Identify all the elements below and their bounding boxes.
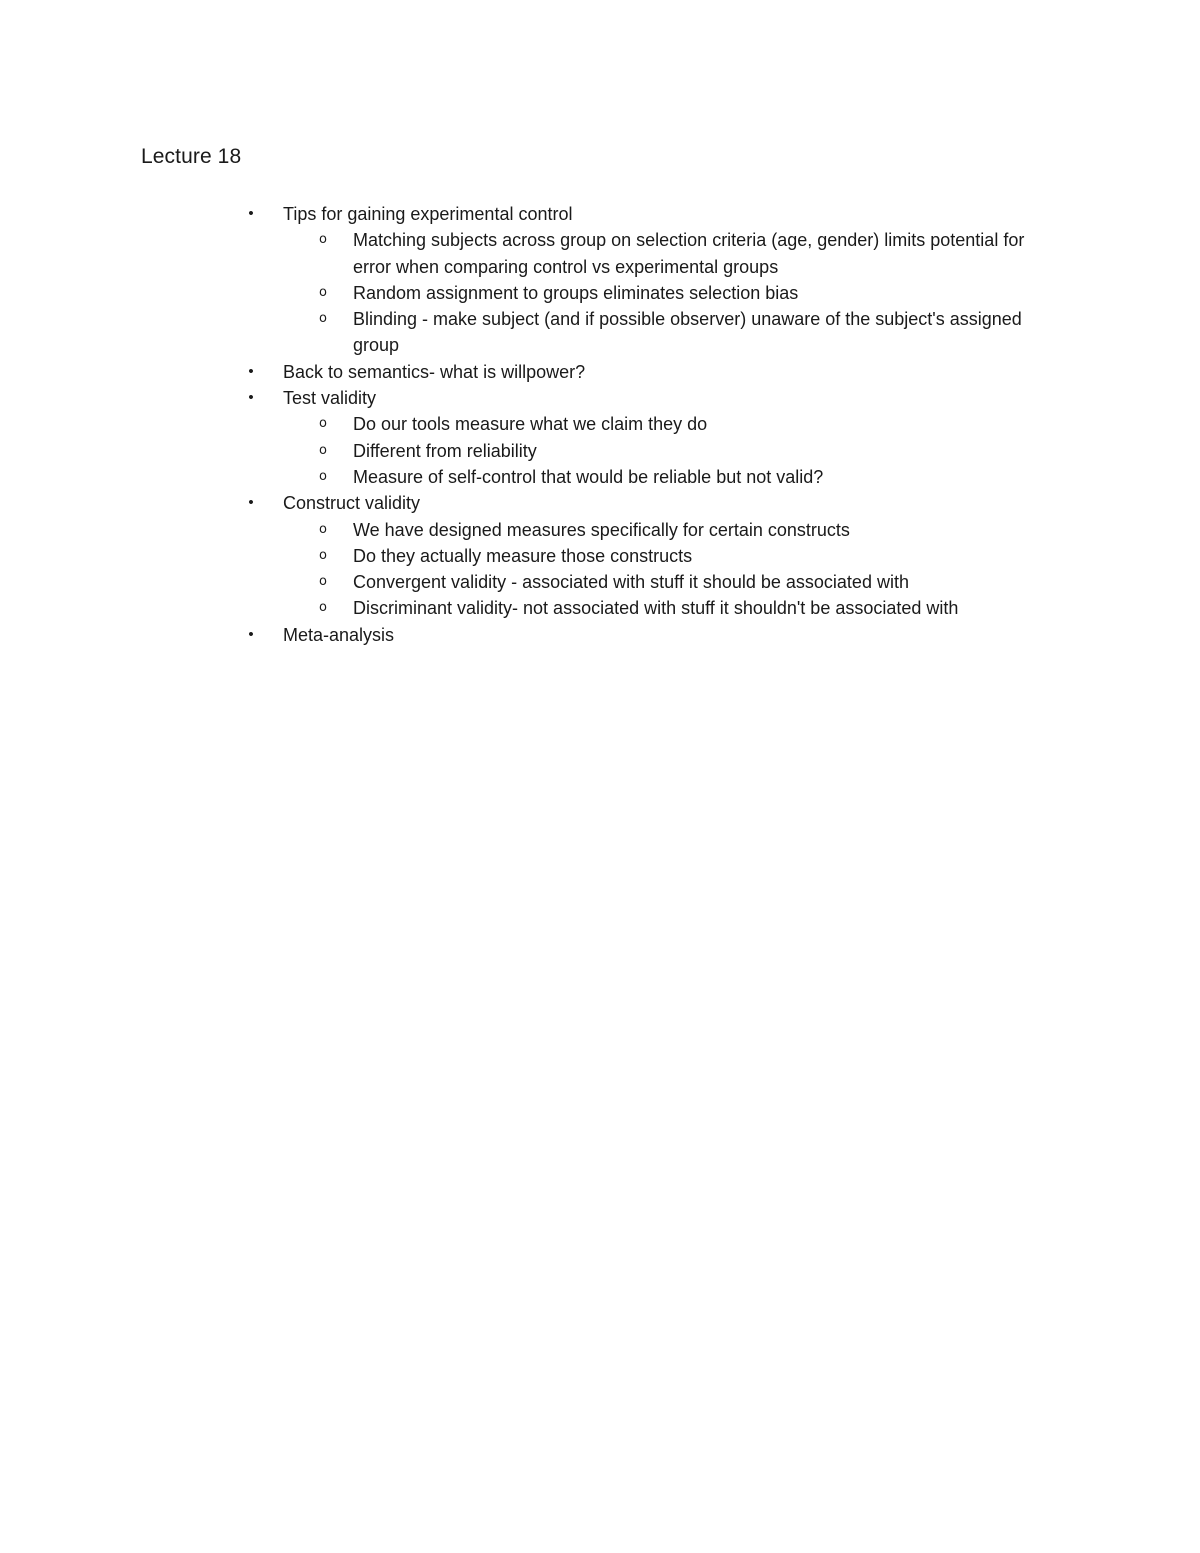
list-item-text: Meta-analysis — [283, 624, 395, 645]
sub-list-item-text: Do our tools measure what we claim they do — [353, 414, 708, 435]
sub-list-item-text: Measure of self-control that would be reliable but not valid? — [353, 466, 824, 487]
sub-list-item-text: Convergent validity - associated with stuff it should be associated with — [353, 572, 909, 593]
sub-list-item-text: Do they actually measure those constructs — [353, 545, 693, 566]
sub-list — [283, 411, 1200, 490]
sub-bullet-icon: o — [319, 547, 327, 563]
sub-list-item — [283, 411, 1053, 437]
sub-bullet-icon: o — [319, 232, 327, 248]
sub-list — [283, 517, 1200, 622]
sub-list-item — [283, 595, 1053, 621]
sub-list-item-text: Blinding - make subject (and if possible observer) unaware of the subject's assigned group — [353, 309, 1022, 356]
sub-list-item-text: We have designed measures specifically for certain constructs — [353, 519, 850, 540]
bullet-icon: • — [248, 362, 254, 380]
sub-list-item-text: Matching subjects across group on selection criteria (age, gender) limits potential for error when comparing control vs experimental groups — [353, 230, 1025, 277]
sub-list-item-text: Discriminant validity- not associated with stuff it shouldn't be associated with — [353, 598, 959, 619]
sub-list-item-text: Different from reliability — [353, 440, 537, 461]
sub-list-item — [283, 306, 1053, 359]
bullet-icon: • — [248, 625, 254, 643]
sub-bullet-icon: o — [319, 311, 327, 327]
sub-list-item-text: Random assignment to groups eliminates selection bias — [353, 282, 799, 303]
list-item — [0, 490, 1200, 621]
list-item — [0, 385, 1200, 490]
list-item — [0, 622, 1200, 648]
bullet-icon: • — [248, 205, 254, 222]
page-title: Lecture 18 — [141, 145, 242, 168]
sub-list-item — [283, 227, 1053, 280]
list-item-text: Back to semantics- what is willpower? — [283, 361, 586, 382]
list-item — [0, 359, 1200, 385]
list-item-text: Construct validity — [283, 493, 421, 514]
sub-list-item — [283, 543, 1053, 569]
bullet-list — [0, 201, 1200, 648]
sub-bullet-icon: o — [319, 442, 327, 458]
sub-bullet-icon: o — [319, 284, 327, 300]
list-item — [0, 201, 1200, 359]
list-item-text: Test validity — [283, 388, 377, 409]
list-item-text: Tips for gaining experimental control — [283, 204, 573, 224]
bullet-icon: • — [248, 494, 254, 512]
sub-list — [283, 227, 1200, 358]
sub-list-item — [283, 569, 1053, 595]
sub-list-item — [283, 464, 1053, 490]
sub-list-item — [283, 438, 1053, 464]
sub-bullet-icon: o — [319, 574, 327, 590]
bullet-icon: • — [248, 389, 254, 407]
sub-bullet-icon: o — [319, 521, 327, 537]
sub-list-item — [283, 517, 1053, 543]
sub-bullet-icon: o — [319, 416, 327, 432]
sub-list-item — [283, 280, 1053, 306]
sub-bullet-icon: o — [319, 600, 327, 616]
sub-bullet-icon: o — [319, 468, 327, 484]
